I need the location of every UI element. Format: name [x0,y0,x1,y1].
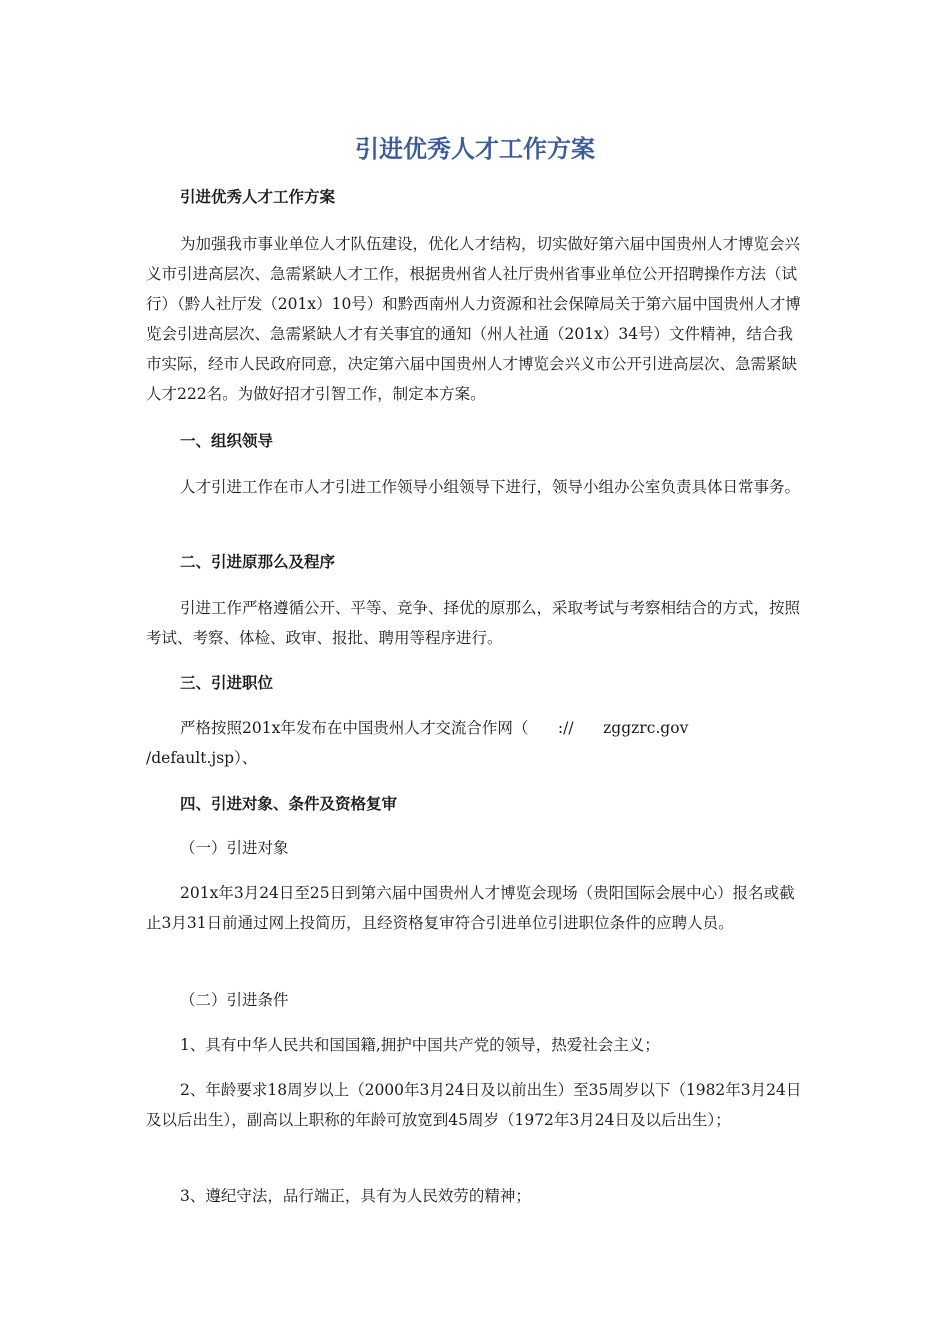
section1-heading: 一、组织领导 [180,432,274,450]
document-subtitle: 引进优秀人才工作方案 [180,188,336,206]
subsection1-paragraph: 201x年3月24日至25日到第六届中国贵州人才博览会现场（贵阳国际会展中心）报名或截止3月31日前通过网上投简历，且经资格复审符合引进单位引进职位条件的应聘人员。 [146,884,795,932]
section2-paragraph: 引进工作严格遵循公开、平等、竞争、择优的原那么，采取考试与考察相结合的方式，按照考试、考察、体检、政审、报批、聘用等程序进行。 [146,599,801,647]
document-title: 引进优秀人才工作方案 [355,135,595,163]
section2-heading: 二、引进原那么及程序 [180,553,336,571]
section3-paragraph-line1: 严格按照201x年发布在中国贵州人才交流合作网（ :// zggzrc.gov [180,719,689,737]
condition-3: 3、遵纪守法，品行端正，具有为人民效劳的精神； [180,1187,531,1205]
subsection2-label: （二）引进条件 [180,991,289,1009]
intro-paragraph: 为加强我市事业单位人才队伍建设，优化人才结构，切实做好第六届中国贵州人才博览会兴义市引进高层次、急需紧缺人才工作，根据贵州省人社厅贵州省事业单位公开招聘操作方法（试行）（黔人社厅发（201x）10号）和黔西南州人力资源和社会保障局关于第六届中国贵州人才博览会引进高层次、急需紧缺人才有关事宜的通知（州人社通（201x）34号）文件精神，结合我市实际，经市人民政府同意，决定第六届中国贵州人才博览会兴义市公开引进高层次、急需紧缺人才222名。为做好招才引智工作，制定本方案。 [146,235,801,403]
section3-heading: 三、引进职位 [180,674,274,692]
section1-paragraph: 人才引进工作在市人才引进工作领导小组领导下进行，领导小组办公室负责具体日常事务。 [180,478,801,496]
section3-paragraph-line2: /default.jsp）、 [146,749,258,767]
condition-1: 1、具有中华人民共和国国籍,拥护中国共产党的领导，热爱社会主义； [180,1036,660,1054]
condition-2: 2、年龄要求18周岁以上（2000年3月24日及以前出生）至35周岁以下（1982年3月24日及以后出生），副高以上职称的年龄可放宽到45周岁（1972年3月24日及以后出生）； [146,1081,802,1129]
section4-heading: 四、引进对象、条件及资格复审 [180,795,398,813]
subsection1-label: （一）引进对象 [180,839,289,857]
